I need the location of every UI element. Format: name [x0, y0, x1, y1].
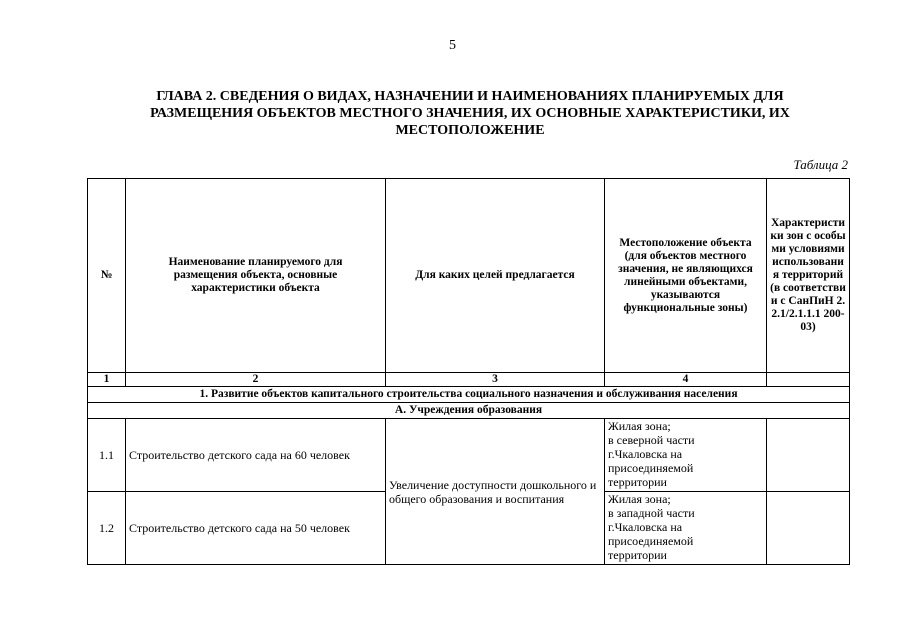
chapter-title: ГЛАВА 2. СВЕДЕНИЯ О ВИДАХ, НАЗНАЧЕНИИ И НАИМЕНОВАНИЯХ ПЛАНИРУЕМЫХ ДЛЯ РАЗМЕЩЕНИЯ ОБЪЕКТОВ МЕСТНОГО ЗНАЧЕНИЯ, ИХ ОСНОВНЫЕ ХАРАКТЕРИСТИКИ, ИХ МЕСТОПОЛОЖЕНИЕ	[150, 89, 790, 138]
row-zones	[767, 492, 850, 565]
column-number: 3	[386, 373, 605, 387]
subsection-title: А. Учреждения образования	[88, 403, 850, 419]
location-line: г.Чкаловска на	[608, 447, 683, 461]
row-number: 1.1	[88, 419, 126, 492]
row-object-name: Строительство детского сада на 50 человек	[126, 492, 386, 565]
column-number: 4	[605, 373, 767, 387]
row-number: 1.2	[88, 492, 126, 565]
location-line: Жилая зона;	[608, 492, 671, 506]
table-caption: Таблица 2	[793, 157, 848, 172]
header-goal: Для каких целей предлагается	[386, 179, 605, 373]
location-line: Жилая зона;	[608, 419, 671, 433]
row-zones	[767, 419, 850, 492]
subsection-row	[88, 403, 850, 419]
header-location: Местоположение объекта (для объектов местного значения, не являющихся линейными объектами, указываются функциональные зоны)	[605, 179, 767, 373]
column-number	[767, 373, 850, 387]
table-header-row	[88, 179, 850, 373]
header-zones: Характеристики зон с особыми условиями использования территорий (в соответствии с СанПиН 2.2.1/2.1.1.1 200-03)	[767, 179, 850, 373]
location-line: в западной части	[608, 506, 695, 520]
row-location	[605, 419, 767, 492]
column-number: 1	[88, 373, 126, 387]
header-num: №	[88, 179, 126, 373]
row-object-name: Строительство детского сада на 60 человек	[126, 419, 386, 492]
location-line: в северной части	[608, 433, 695, 447]
location-line: г.Чкаловска на	[608, 520, 683, 534]
location-line: территории	[608, 548, 667, 562]
section-row	[88, 387, 850, 403]
column-number-row	[88, 373, 850, 387]
location-line: присоединяемой	[608, 461, 694, 475]
header-name: Наименование планируемого для размещения объекта, основные характеристики объекта	[126, 179, 386, 373]
table-row	[88, 419, 850, 492]
row-location	[605, 492, 767, 565]
row-goal: Увеличение доступности дошкольного и общего образования и воспитания	[386, 419, 605, 565]
column-number: 2	[126, 373, 386, 387]
page-number: 5	[449, 38, 456, 53]
location-line: присоединяемой	[608, 534, 694, 548]
objects-table	[87, 178, 850, 565]
section-title: 1. Развитие объектов капитального строительства социального назначения и обслуживания населения	[88, 387, 850, 403]
location-line: территории	[608, 475, 667, 489]
